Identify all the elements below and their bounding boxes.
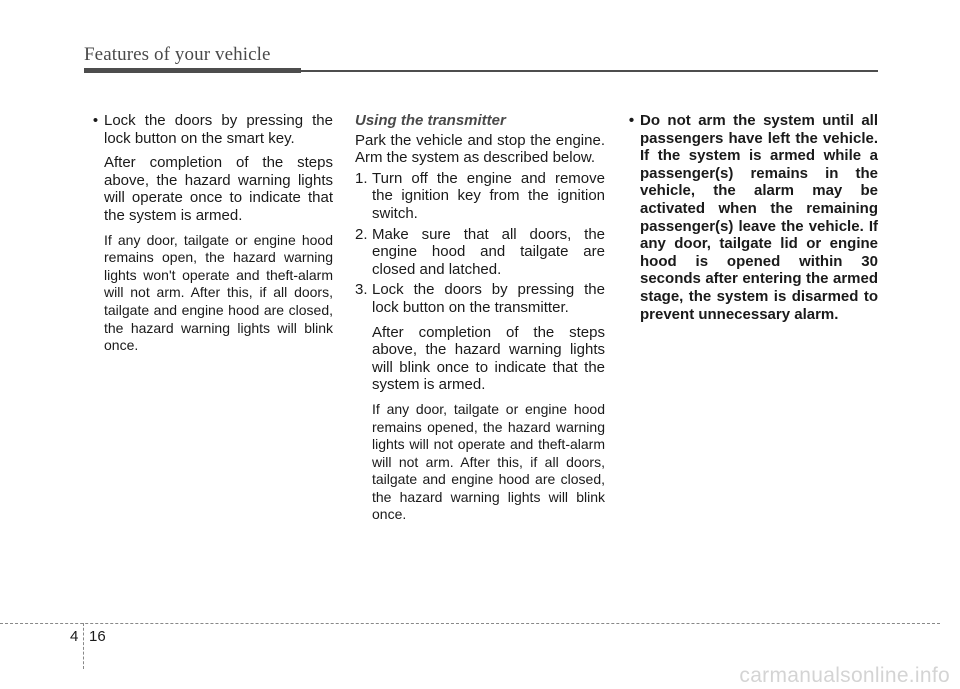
footer-rule [0,623,940,624]
intro-paragraph: Park the vehicle and stop the engine. Arm the system as described below. [355,131,605,167]
step-text: Lock the doors by pressing the lock button on the transmitter. [372,281,605,316]
page-header-title: Features of your vehicle [84,44,271,65]
header-rule-thin [84,70,878,72]
paragraph-open-door: If any door, tailgate or engine hood remains opened, the hazard warning lights will not operate and theft-alarm will not arm. After this, if all doors, tailgate and engine hood are closed, the hazard warning lights will blink once. [372,400,605,523]
step-item [355,170,605,223]
footer-divider [83,623,84,669]
warning-bullet [623,112,878,323]
paragraph-armed: After completion of the steps above, the hazard warning lights will blink once to indicate that the system is armed. [372,323,605,394]
bullet-text: Lock the doors by pressing the lock button on the smart key. [104,112,333,147]
column-3 [623,112,878,323]
bullet-mark: • [628,112,635,129]
step-item [355,226,605,279]
column-2 [355,112,605,524]
step-text: Turn off the engine and remove the ignition key from the ignition switch. [372,169,605,222]
warning-text: Do not arm the system until all passengers have left the vehicle. If the system is armed while a passenger(s) remains in the vehicle, the alarm may be activated when the remaining passenger(s) leave the vehicle. If any door, tailgate lid or engine hood is opened within 30 seconds after entering the armed stage, the system is disarmed to prevent unnecessary alarm. [640,112,878,323]
bullet-mark: • [92,112,99,129]
step-item [355,281,605,316]
step-number: 3. [355,281,368,299]
watermark: carmanualsonline.info [739,664,950,687]
column-1 [87,112,333,355]
step-text: Make sure that all doors, the engine hood and tailgate are closed and latched. [372,225,605,278]
paragraph-armed: After completion of the steps above, the hazard warning lights will operate once to indicate that the system is armed. [104,154,333,224]
chapter-number: 4 [70,628,79,645]
step-number: 1. [355,169,368,187]
page-number: 16 [89,628,106,645]
step-number: 2. [355,225,368,243]
subheading: Using the transmitter [355,112,506,129]
paragraph-open-door: If any door, tailgate or engine hood remains open, the hazard warning lights won't operate and theft-alarm will not arm. After this, if all doors, tailgate and engine hood are closed, the hazard warning lights will blink once. [104,231,333,354]
bullet-item [87,112,333,147]
